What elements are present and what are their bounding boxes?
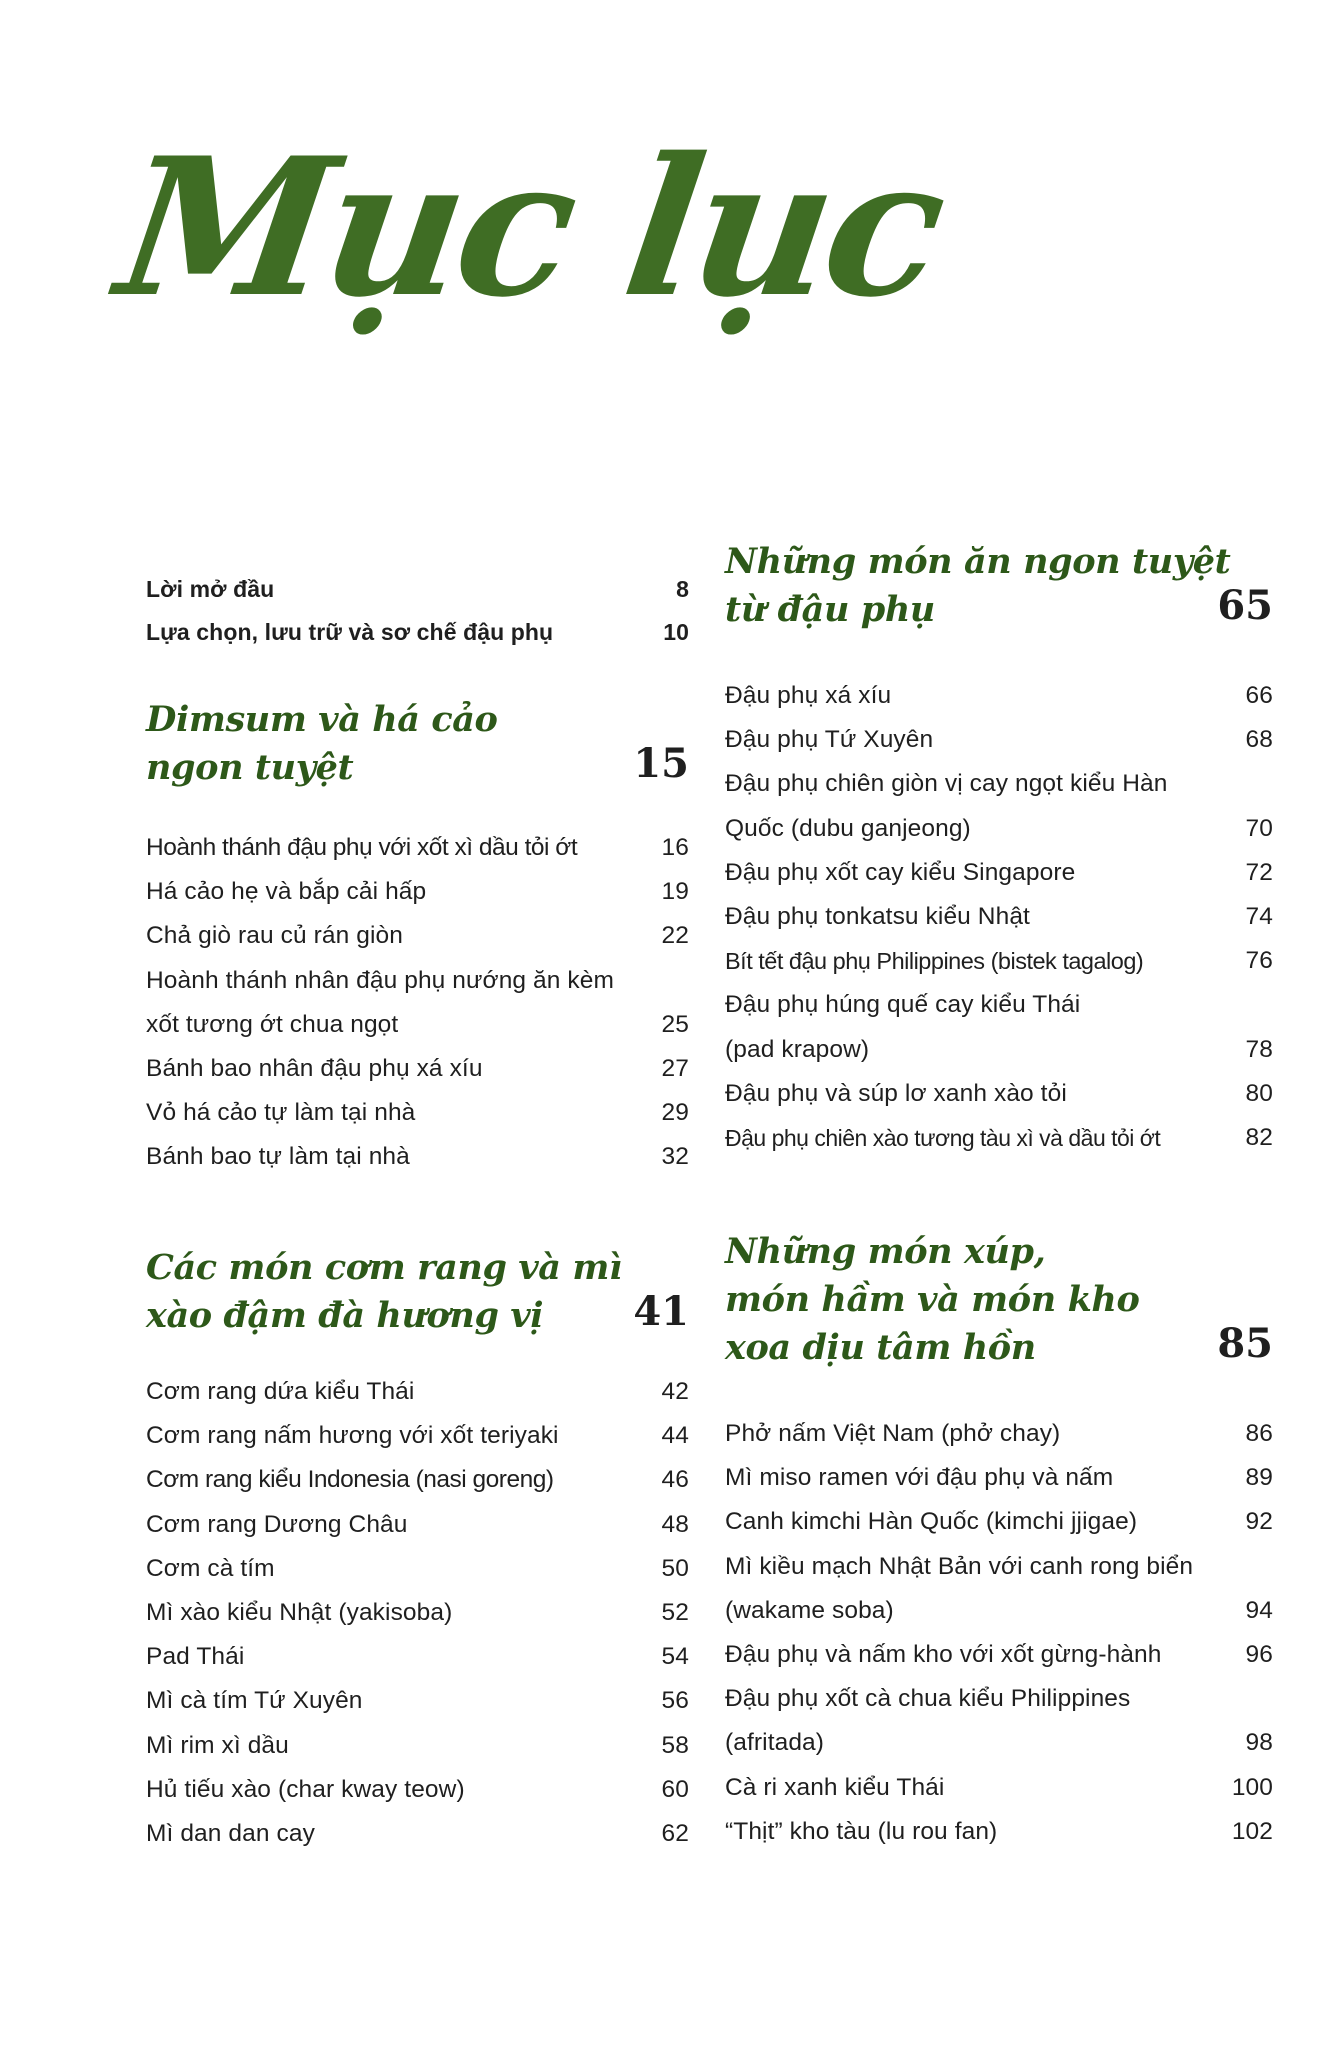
entry-title: Pad Thái [146,1643,245,1671]
entry-title: Mì cà tím Tứ Xuyên [146,1687,363,1715]
entry-page-number: 68 [1245,726,1273,754]
entry-title: Cơm rang kiểu Indonesia (nasi goreng) [146,1466,554,1494]
toc-entry[interactable] [725,1412,1273,1456]
toc-entry[interactable] [725,1500,1273,1544]
section-heading-line: ngon tuyệt [146,747,354,788]
entry-title: Bít tết đậu phụ Philippines (bistek tagalog) [725,948,1144,975]
toc-entry[interactable] [725,1116,1273,1160]
toc-entry[interactable] [146,870,689,914]
entry-page-number: 89 [1245,1464,1273,1492]
entry-page-number: 42 [661,1378,689,1405]
section-entry-list [146,1370,689,1856]
entry-title: Đậu phụ chiên xào tương tàu xì và dầu tỏi ớt [725,1125,1161,1151]
entry-title: Vỏ há cảo tự làm tại nhà [146,1099,416,1127]
entry-page-number: 16 [661,834,689,861]
toc-entry[interactable] [146,1635,689,1679]
toc-entry[interactable] [725,1072,1273,1116]
entry-title-line: xốt tương ớt chua ngọt [146,1010,399,1038]
entry-page-number: 48 [661,1510,689,1538]
entry-page-number: 102 [1231,1817,1273,1845]
section-heading-line: xoa dịu tâm hồn [725,1327,1036,1368]
toc-entry[interactable] [146,1812,689,1856]
section-heading-line: Những món ăn ngon tuyệt [725,541,1231,582]
section-heading-line: món hầm và món kho [725,1279,1140,1320]
entry-page-number: 72 [1245,858,1273,886]
toc-entry[interactable] [725,851,1273,895]
entry-title: Đậu phụ tonkatsu kiểu Nhật [725,903,1030,930]
entry-title: Mì rim xì dầu [146,1731,289,1759]
entry-page-number: 50 [661,1554,689,1582]
section-heading[interactable] [146,1244,689,1340]
entry-title: Đậu phụ xốt cay kiểu Singapore [725,858,1076,886]
section-dimsum [146,696,689,1171]
entry-page-number: 46 [661,1466,689,1494]
entry-page-number: 29 [661,1099,689,1127]
entry-title: Cơm cà tím [146,1554,275,1582]
toc-entry[interactable] [725,1677,1273,1765]
toc-entry[interactable] [146,1547,689,1591]
entry-title: Phở nấm Việt Nam (phở chay) [725,1420,1061,1447]
entry-title: Lựa chọn, lưu trữ và sơ chế đậu phụ [146,619,554,645]
entry-title: Mì dan dan cay [146,1820,315,1848]
intro-list [146,568,689,654]
entry-page-number: 54 [661,1643,689,1671]
section-page-number: 41 [633,1288,689,1335]
toc-entry[interactable] [146,1503,689,1547]
section-fried-rice-noodles [146,1244,689,1848]
entry-page-number: 22 [661,922,689,950]
entry-page-number: 58 [661,1731,689,1759]
section-entry-list [725,1412,1273,1854]
entry-page-number: 70 [1245,814,1273,842]
entry-title-line: Quốc (dubu ganjeong) [725,814,971,842]
entry-title: Đậu phụ Tứ Xuyên [725,726,934,754]
section-entry-list [725,674,1273,1160]
section-heading-line: Dimsum và há cảo [146,699,498,740]
entry-title: Cơm rang dứa kiểu Thái [146,1378,415,1405]
section-page-number: 85 [1217,1320,1273,1367]
entry-title: Há cảo hẹ và bắp cải hấp [146,878,427,906]
entry-title-line: Mì kiều mạch Nhật Bản với canh rong biển [725,1552,1194,1580]
entry-title: Hủ tiếu xào (char kway teow) [146,1775,465,1803]
entry-page-number: 92 [1245,1508,1273,1536]
entry-page-number: 74 [1245,903,1273,930]
toc-entry[interactable] [146,1591,689,1635]
toc-entry[interactable] [146,1047,689,1091]
entry-title: Chả giò rau củ rán giòn [146,922,403,950]
entry-page-number: 82 [1245,1124,1273,1151]
entry-title: Canh kimchi Hàn Quốc (kimchi jjigae) [725,1508,1138,1536]
entry-title: Cơm rang Dương Châu [146,1510,408,1538]
toc-entry[interactable] [725,1633,1273,1677]
entry-title: Đậu phụ và nấm kho với xốt gừng-hành [725,1641,1162,1668]
entry-title: Cà ri xanh kiểu Thái [725,1773,945,1801]
entry-title-line: Đậu phụ xốt cà chua kiểu Philippines [725,1685,1131,1713]
entry-title-line: Đậu phụ chiên giòn vị cay ngọt kiểu Hàn [725,770,1168,798]
entry-page-number: 60 [661,1775,689,1803]
entry-title: Hoành thánh đậu phụ với xốt xì dầu tỏi ớt [146,834,578,861]
toc-entry[interactable] [146,826,689,870]
entry-page-number: 62 [661,1820,689,1848]
toc-entry[interactable] [146,1458,689,1502]
section-heading-line: Các món cơm rang và mì [146,1247,622,1288]
section-heading[interactable] [725,1228,1273,1372]
entry-title: Đậu phụ xá xíu [725,682,892,709]
toc-entry[interactable] [725,718,1273,762]
entry-page-number: 96 [1245,1641,1273,1668]
toc-entry[interactable] [725,939,1273,983]
entry-page-number: 8 [676,576,689,602]
toc-entry[interactable] [146,1414,689,1458]
entry-page-number: 94 [1245,1596,1273,1624]
section-page-number: 15 [633,740,689,787]
entry-title-line: Hoành thánh nhân đậu phụ nướng ăn kèm [146,966,614,994]
toc-entry[interactable] [725,895,1273,939]
entry-title: “Thịt” kho tàu (lu rou fan) [725,1817,998,1845]
entry-title-line: (afritada) [725,1729,825,1757]
entry-page-number: 80 [1245,1079,1273,1107]
toc-entry[interactable] [725,762,1273,850]
toc-entry[interactable] [725,1456,1273,1500]
entry-page-number: 98 [1245,1729,1273,1757]
entry-page-number: 56 [661,1687,689,1715]
toc-entry[interactable] [725,1766,1273,1810]
entry-page-number: 25 [661,1010,689,1038]
entry-page-number: 52 [661,1599,689,1627]
toc-entry[interactable] [146,1724,689,1768]
toc-entry[interactable] [725,983,1273,1071]
section-heading-line: từ đậu phụ [725,589,935,630]
entry-title: Cơm rang nấm hương với xốt teriyaki [146,1422,559,1450]
entry-title-line: Đậu phụ húng quế cay kiểu Thái [725,991,1081,1019]
section-heading-line: Những món xúp, [725,1231,1046,1272]
entry-page-number: 86 [1245,1420,1273,1447]
entry-page-number: 76 [1245,947,1273,975]
entry-title-line: (pad krapow) [725,1035,870,1063]
entry-page-number: 32 [661,1143,689,1171]
toc-entry[interactable] [146,1679,689,1723]
toc-entry[interactable] [725,1810,1273,1854]
entry-page-number: 66 [1245,682,1273,709]
section-entry-list [146,826,689,1180]
section-heading[interactable] [146,696,689,792]
section-page-number: 65 [1217,582,1273,629]
entry-title: Bánh bao nhân đậu phụ xá xíu [146,1055,483,1082]
toc-entry[interactable] [725,674,1273,718]
entry-page-number: 10 [663,619,689,645]
page-title: Mục lục [106,116,953,339]
entry-page-number: 44 [661,1422,689,1450]
entry-title: Bánh bao tự làm tại nhà [146,1143,410,1171]
toc-entry[interactable] [146,959,689,1047]
section-tofu-dishes [725,538,1273,1151]
toc-entry[interactable] [146,1135,689,1179]
toc-entry[interactable] [146,1768,689,1812]
entry-page-number: 78 [1245,1035,1273,1063]
entry-page-number: 100 [1231,1773,1273,1801]
toc-entry[interactable] [725,1545,1273,1633]
toc-entry[interactable] [146,568,689,611]
toc-entry[interactable] [146,611,689,654]
entry-title: Đậu phụ và súp lơ xanh xào tỏi [725,1079,1067,1107]
entry-title-line: (wakame soba) [725,1596,894,1624]
entry-title: Mì miso ramen với đậu phụ và nấm [725,1464,1114,1492]
toc-entry[interactable] [146,1091,689,1135]
toc-entry[interactable] [146,1370,689,1414]
entry-page-number: 19 [661,878,689,906]
section-heading[interactable] [725,538,1273,634]
entry-title: Lời mở đầu [146,576,275,602]
section-heading-line: xào đậm đà hương vị [146,1295,544,1336]
entry-title: Mì xào kiểu Nhật (yakisoba) [146,1599,453,1627]
toc-entry[interactable] [146,914,689,958]
section-soups-stews [725,1228,1273,1845]
entry-page-number: 27 [661,1055,689,1082]
